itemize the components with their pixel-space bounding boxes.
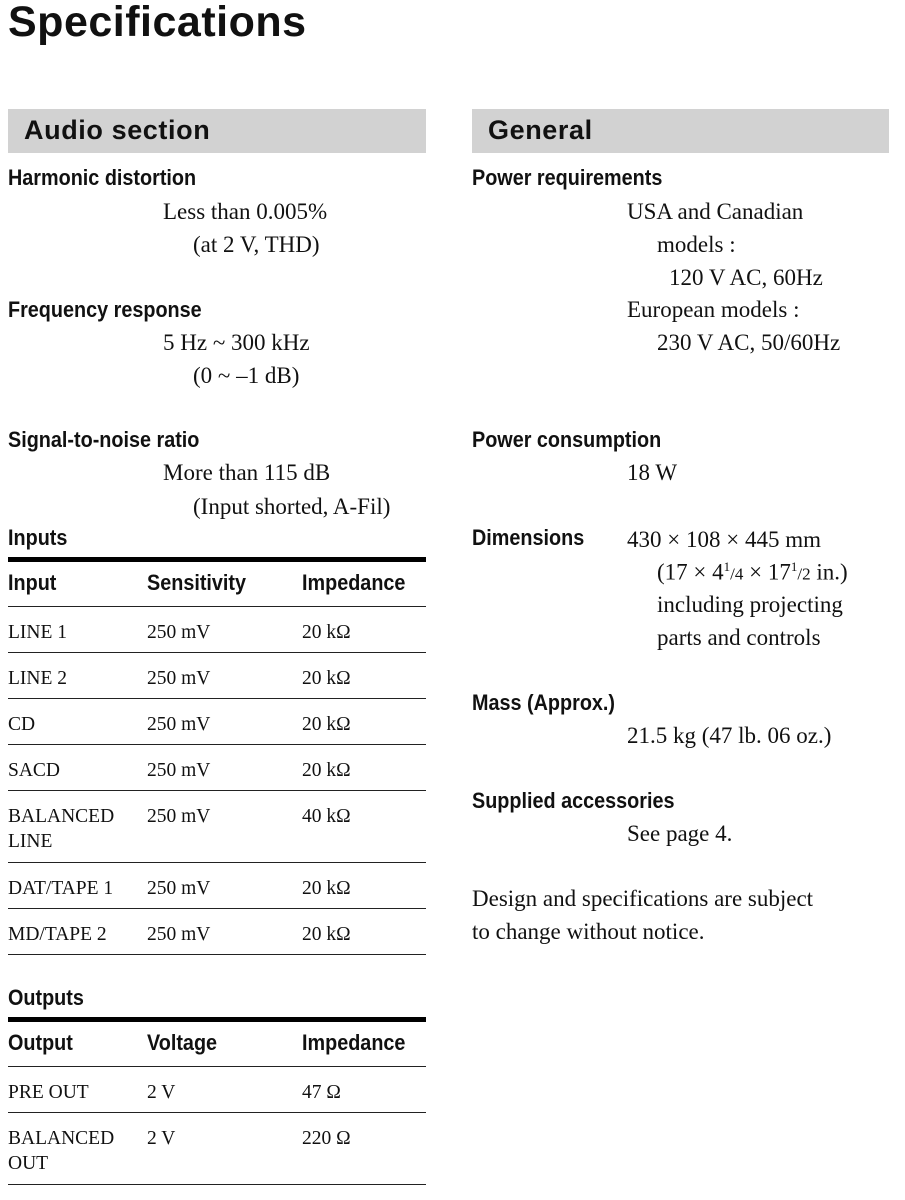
frequency-response-label: Frequency response: [8, 297, 202, 322]
output-voltage: 2 V: [147, 1128, 176, 1149]
column-header: Impedance: [302, 570, 406, 595]
harmonic-distortion-label: Harmonic distortion: [8, 165, 197, 190]
table-row: [8, 1067, 426, 1113]
dimensions-label: Dimensions: [472, 525, 585, 550]
input-impedance: 40 kΩ: [302, 806, 351, 827]
power-consumption-label: Power consumption: [472, 427, 662, 452]
input-sensitivity: 250 mV: [147, 760, 211, 781]
table-row: [8, 791, 426, 863]
power-consumption-value: 18 W: [627, 460, 678, 485]
output-voltage: 2 V: [147, 1082, 176, 1103]
input-name: CD: [8, 714, 36, 735]
audio-section-title: Audio section: [24, 115, 211, 145]
outputs-table: [8, 1017, 426, 1185]
fraction-numerator: 1: [723, 559, 731, 574]
input-name: MD/TAPE 2: [8, 924, 107, 945]
dimensions-note: parts and controls: [657, 625, 821, 650]
column-header: Voltage: [147, 1030, 218, 1055]
table-row: [8, 863, 426, 909]
input-sensitivity: 250 mV: [147, 668, 211, 689]
frequency-response-value: 5 Hz ~ 300 kHz: [163, 330, 310, 355]
harmonic-distortion-note: (at 2 V, THD): [193, 232, 320, 257]
column-header: Impedance: [302, 1030, 406, 1055]
column-header: Sensitivity: [147, 570, 247, 595]
input-name: DAT/TAPE 1: [8, 878, 114, 899]
power-req-line: 230 V AC, 50/60Hz: [657, 330, 841, 355]
inputs-table: [8, 557, 426, 955]
input-sensitivity: 250 mV: [147, 878, 211, 899]
table-row: [8, 699, 426, 745]
column-header: Input: [8, 570, 57, 595]
input-impedance: 20 kΩ: [302, 714, 351, 735]
dimensions-inches: [657, 559, 848, 586]
supplied-accessories-label: Supplied accessories: [472, 788, 675, 813]
output-name: PRE OUT: [8, 1082, 89, 1103]
input-impedance: 20 kΩ: [302, 668, 351, 689]
power-requirements-label: Power requirements: [472, 165, 663, 190]
dimensions-note: including projecting: [657, 592, 843, 617]
inputs-table-header: [8, 562, 426, 607]
audio-section-header: [8, 109, 426, 153]
input-name: SACD: [8, 760, 61, 781]
snr-value: More than 115 dB: [163, 460, 331, 485]
general-section-header: [472, 109, 889, 153]
input-sensitivity: 250 mV: [147, 714, 211, 735]
dimensions-inches-part: in.): [810, 559, 848, 585]
mass-label: Mass (Approx.): [472, 690, 616, 715]
table-row: [8, 909, 426, 955]
outputs-label: Outputs: [8, 985, 84, 1010]
outputs-table-header: [8, 1022, 426, 1067]
snr-label: Signal-to-noise ratio: [8, 427, 200, 452]
power-req-line: USA and Canadian: [627, 199, 804, 224]
input-impedance: 20 kΩ: [302, 924, 351, 945]
fraction-numerator: 1: [790, 559, 798, 574]
dimensions-inches-part: × 17: [743, 559, 791, 585]
dimensions-inches-part: (17 × 4: [657, 559, 724, 585]
dimensions-value: 430 × 108 × 445 mm: [627, 527, 821, 552]
output-impedance: 220 Ω: [302, 1128, 351, 1149]
table-row: [8, 607, 426, 653]
frequency-response-note: (0 ~ –1 dB): [193, 363, 300, 388]
general-section-title: General: [488, 115, 593, 145]
table-row: [8, 653, 426, 699]
column-header: Output: [8, 1030, 73, 1055]
harmonic-distortion-value: Less than 0.005%: [163, 199, 328, 224]
snr-note: (Input shorted, A-Fil): [193, 494, 391, 519]
fraction-denominator: /2: [797, 564, 811, 584]
power-req-line: models :: [657, 232, 736, 257]
mass-value: 21.5 kg (47 lb. 06 oz.): [627, 723, 832, 748]
power-req-line: European models :: [627, 297, 800, 322]
input-impedance: 20 kΩ: [302, 622, 351, 643]
fraction-denominator: /4: [730, 564, 744, 584]
input-sensitivity: 250 mV: [147, 924, 211, 945]
disclaimer-line: to change without notice.: [472, 919, 705, 944]
inputs-label: Inputs: [8, 525, 68, 550]
output-name: BALANCED OUT: [8, 1128, 115, 1174]
input-name: LINE 1: [8, 622, 68, 643]
table-row: [8, 745, 426, 791]
input-name: LINE 2: [8, 668, 68, 689]
power-req-line: 120 V AC, 60Hz: [669, 265, 823, 290]
input-name: BALANCED LINE: [8, 806, 115, 852]
page-title: Specifications: [8, 0, 307, 46]
input-sensitivity: 250 mV: [147, 622, 211, 643]
supplied-accessories-value: See page 4.: [627, 821, 733, 846]
table-row: [8, 1113, 426, 1185]
disclaimer-line: Design and specifications are subject: [472, 886, 814, 911]
input-impedance: 20 kΩ: [302, 760, 351, 781]
output-impedance: 47 Ω: [302, 1082, 341, 1103]
input-impedance: 20 kΩ: [302, 878, 351, 899]
input-sensitivity: 250 mV: [147, 806, 211, 827]
